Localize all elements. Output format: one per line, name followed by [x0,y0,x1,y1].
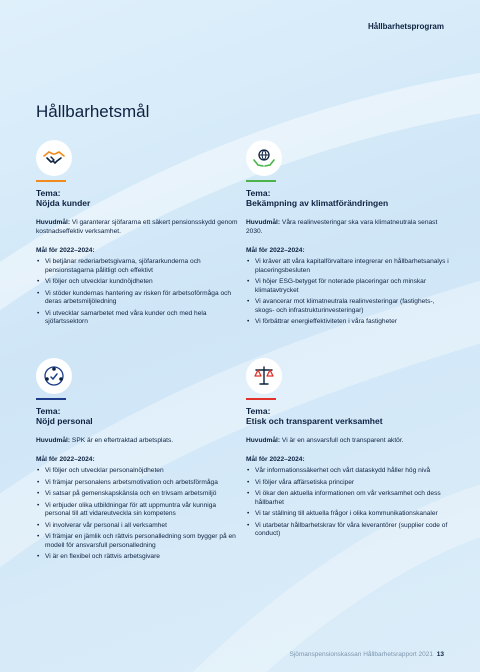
accent-line [246,180,276,182]
goal-card-climate [246,140,451,330]
footer-report-title: Sjömanspensionskassan Hållbarhetsrapport 2021 [289,651,433,658]
aim-item: • Vi främjar personalens arbetsmotivation och arbetsförmåga [36,479,241,488]
main-goal-label: Huvudmål: [36,219,71,226]
aim-item: • Vi följer våra affärsetiska principer [246,479,451,488]
aim-item: • Vi stöder kundernas hantering av risken för arbetsoförmåga och deras arbetsmiljöledning [36,290,241,307]
aim-item: • Vi utarbetar hållbarhetskrav för våra leverantörer (supplier code of conduct) [246,522,451,539]
main-goal-label: Huvudmål: [246,219,281,226]
main-goal-text: Våra realinvesteringar ska vara klimatneutrala senast 2030. [246,219,438,235]
aims-list [36,258,241,327]
aims-heading: Mål för 2022–2024: [246,456,305,463]
theme-name: Nöjd personal [36,416,93,426]
aim-item: • Vi är en flexibel och rättvis arbetsgivare [36,553,241,562]
section-header-label: Hållbarhetsprogram [367,22,444,31]
aim-item: • Vår informationssäkerhet och vårt dataskydd håller hög nivå [246,467,451,476]
theme-name: Bekämpning av klimatförändringen [246,198,389,208]
aim-item: • Vi involverar vår personal i all verksamhet [36,522,241,531]
aims-heading: Mål för 2022–2024: [36,456,95,463]
main-goal [36,436,241,445]
aim-item: • Vi erbjuder olika utbildningar för att uppmuntra vår kunniga personal till att vidareutveckla sin kompetens [36,502,241,519]
page-footer [290,651,445,658]
theme-title [36,406,241,426]
goal-card-customers [36,140,241,330]
page-title: Hållbarhetsmål [36,102,150,121]
accent-line [36,180,66,182]
aims-list [246,258,451,327]
theme-title [246,188,451,208]
aim-item: • Vi följer och utvecklar personalnöjdheten [36,467,241,476]
theme-label: Tema: [246,188,271,198]
handshake-icon [36,140,72,176]
theme-label: Tema: [36,406,61,416]
theme-name: Nöjda kunder [36,198,91,208]
theme-label: Tema: [246,406,271,416]
aim-item: • Vi främjar en jämlik och rättvis personalledning som bygger på en modell för ansvarsfull personalledning [36,533,241,550]
aims-heading: Mål för 2022–2024: [36,247,95,254]
page-number: 13 [436,651,444,658]
aim-item: • Vi tar ställning till aktuella frågor i olika kommunikationskanaler [246,510,451,519]
aim-item: • Vi kräver att våra kapitalförvaltare integrerar en hållbarhetsanalys i placeringsbesluten [246,258,451,275]
aims-heading: Mål för 2022–2024: [246,247,305,254]
aims-list [246,467,451,539]
theme-label: Tema: [36,188,61,198]
aim-item: • Vi utvecklar samarbetet med våra kunder och med hela sjöfartssektorn [36,310,241,327]
theme-title [36,188,241,208]
main-goal-text: Vi garanterar sjöfararna ett säkert pensionsskydd genom kostnadseffektiv verksamhet. [36,219,238,235]
accent-line [246,398,276,400]
aim-item: • Vi följer och utvecklar kundnöjdheten [36,278,241,287]
main-goal [246,436,451,445]
aim-item: • Vi höjer ESG-betyget för noterade placeringar och minskar klimatavtrycket [246,278,451,295]
main-goal-label: Huvudmål: [246,437,281,444]
aim-item: • Vi förbättrar energieffektiviteten i våra fastigheter [246,318,451,327]
globe-hands-icon [246,140,282,176]
theme-title [246,406,451,426]
aim-item: • Vi satsar på gemenskapskänsla och en trivsam arbetsmiljö [36,490,241,499]
main-goal-text: Vi är en ansvarsfull och transparent aktör. [281,437,404,444]
people-circle-icon [36,358,72,394]
main-goal-text: SPK är en eftertraktad arbetsplats. [71,437,174,444]
aim-item: • Vi avancerar mot klimatneutrala realinvesteringar (fastighets-, skogs- och infrastrukturinvesteringar) [246,298,451,315]
aims-list [36,467,241,562]
main-goal [246,218,451,236]
scales-icon [246,358,282,394]
accent-line [36,398,66,400]
goal-card-ethics [246,358,451,542]
aim-item: • Vi ökar den aktuella informationen om vår verksamhet och dess hållbarhet [246,490,451,507]
main-goal-label: Huvudmål: [36,437,71,444]
main-goal [36,218,241,236]
theme-name: Etisk och transparent verksamhet [246,416,383,426]
aim-item: • Vi betjänar rederiarbetsgivarna, sjöfararkunderna och pensionstagarna pålitligt och effektivt [36,258,241,275]
goal-card-staff [36,358,241,565]
